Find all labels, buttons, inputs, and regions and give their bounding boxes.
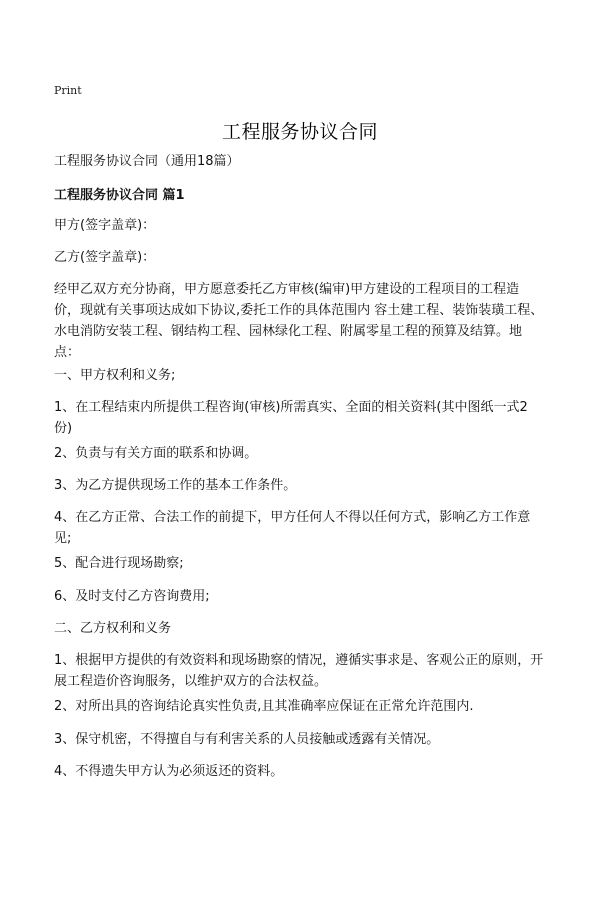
party-b-item-4: 4、不得遗失甲方认为必须返还的资料。 [54, 764, 284, 779]
party-a-item-6: 6、及时支付乙方咨询费用; [54, 589, 210, 604]
party-b-signature: 乙方(签字盖章)： [54, 250, 156, 265]
party-b-item-3: 3、保守机密，不得擅自与有利害关系的人员接触或透露有关情况。 [54, 732, 440, 747]
party-a-item-3: 3、为乙方提供现场工作的基本工作条件。 [54, 478, 297, 493]
party-a-item-5: 5、配合进行现场勘察; [54, 556, 184, 571]
party-b-item-2: 2、对所出具的咨询结论真实性负责,且其准确率应保证在正常允许范围内. [54, 699, 474, 714]
print-label: Print [54, 84, 82, 97]
party-a-signature: 甲方(签字盖章)： [54, 218, 156, 233]
document-subtitle: 工程服务协议合同（通用18篇） [54, 154, 240, 169]
section-1-title: 一、甲方权利和义务; [54, 368, 176, 383]
section-2-title: 二、乙方权利和义务 [54, 621, 172, 636]
party-a-item-1: 1、在工程结束内所提供工程咨询(审核)所需真实、全面的相关资料(其中图纸一式2 份) [54, 400, 528, 436]
section-heading: 工程服务协议合同 篇1 [54, 188, 185, 203]
party-b-item-1: 1、根据甲方提供的有效资料和现场勘察的情况，遵循实事求是、客观公正的原则，开展工程造价咨询服务，以维护双方的合法权益。 [54, 653, 544, 689]
document-title: 工程服务协议合同 [221, 121, 378, 143]
party-a-item-2: 2、负责与有关方面的联系和协调。 [54, 446, 258, 461]
intro-paragraph: 经甲乙双方充分协商，甲方愿意委托乙方审核(编审)甲方建设的工程项目的工程造价，现就有关事项达成如下协议,委托工作的具体范围内 容土建工程、装饰装璜工程、水电消防安装工程、钢结构工程、园林绿化工程、附属零星工程的预算及结算。地 点： [54, 282, 544, 360]
party-a-item-4: 4、在乙方正常、合法工作的前提下，甲方任何人不得以任何方式，影响乙方工作意见; [54, 510, 531, 546]
